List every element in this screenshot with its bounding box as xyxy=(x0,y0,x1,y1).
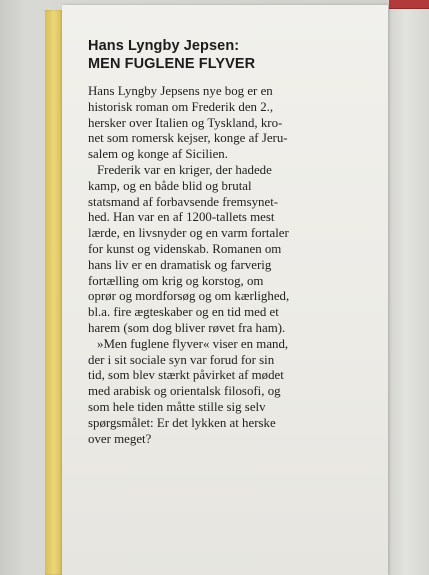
blurb-line: tid, som blev stærkt påvirket af mødet xyxy=(88,368,284,383)
blurb-line: historisk roman om Frederik den 2., xyxy=(88,99,274,114)
blurb-line: med arabisk og orientalsk filosofi, og xyxy=(88,384,281,399)
blurb-text xyxy=(88,84,388,447)
blurb-line: lærde, en livsnyder og en varm fortaler xyxy=(88,226,289,241)
blurb-line: hans liv er en dramatisk og farverig xyxy=(88,257,272,272)
blurb-line: der i sit sociale syn var forud for sin xyxy=(88,352,275,367)
blurb-line: fortælling om krig og korstog, om xyxy=(88,273,264,288)
blurb-line: Frederik var en kriger, der hadede xyxy=(97,162,272,177)
blurb-line: over meget? xyxy=(88,431,152,446)
blurb-line: for kunst og videnskab. Romanen om xyxy=(88,241,282,256)
blurb-line: kamp, og en både blid og brutal xyxy=(88,178,252,193)
book-title: MEN FUGLENE FLYVER xyxy=(88,56,256,72)
blurb-line: hersker over Italien og Tyskland, kro- xyxy=(88,115,283,130)
blurb-line: Hans Lyngby Jepsens nye bog er en xyxy=(88,84,273,98)
blurb-line: som hele tiden måtte stille sig selv xyxy=(88,399,266,414)
blurb-line: salem og konge af Sicilien. xyxy=(88,147,228,162)
blurb-line: statsmand af forbavsende fremsynet- xyxy=(88,194,279,209)
blurb-line: harem (som dog bliver røvet fra ham). xyxy=(88,320,286,335)
blurb-line: »Men fuglene flyver« viser en mand, xyxy=(97,336,289,351)
blurb-line: bl.a. fire ægteskaber og en tid med et xyxy=(88,305,279,320)
blurb-line: oprør og mordforsøg og om kærlighed, xyxy=(88,289,290,304)
blurb-line: spørgsmålet: Er det lykken at herske xyxy=(88,415,276,430)
author-heading: Hans Lyngby Jepsen: xyxy=(88,38,240,54)
red-cover-edge xyxy=(389,0,429,9)
back-cover-edge xyxy=(383,0,429,575)
blurb-line: hed. Han var en af 1200-tallets mest xyxy=(88,210,275,225)
yellow-book-spine xyxy=(45,10,63,575)
blurb-line: net som romersk kejser, konge af Jeru- xyxy=(88,131,288,146)
